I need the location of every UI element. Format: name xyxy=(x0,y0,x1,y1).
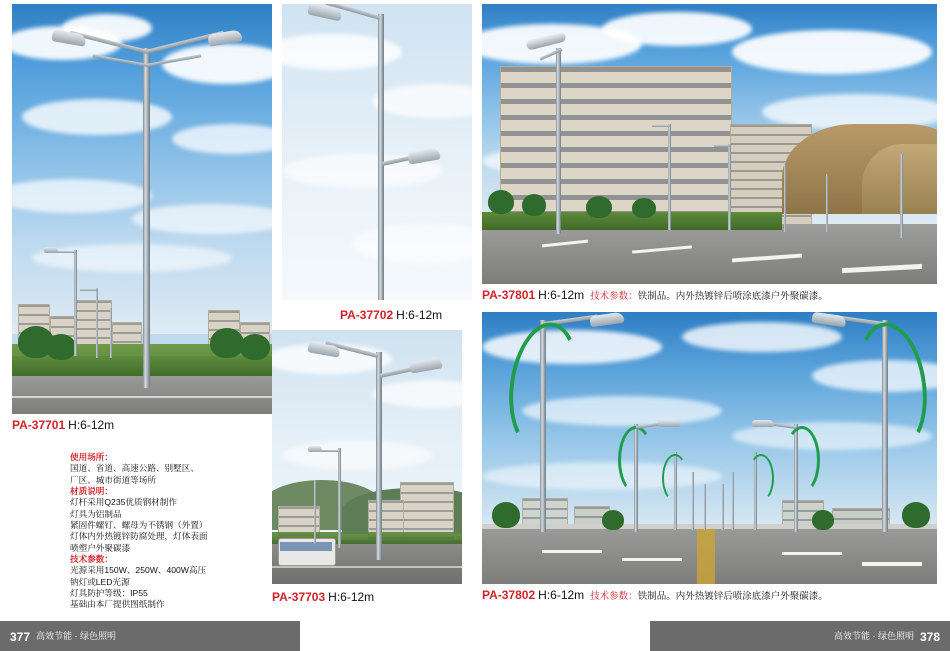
product-code: PA-37703 xyxy=(272,590,326,604)
product-size: H:6-12m xyxy=(328,590,375,604)
product-photo-pa-37802 xyxy=(482,312,937,584)
spec-material-line-0: 灯杆采用Q235优质钢材制作 xyxy=(70,497,177,508)
spec-usage-line-1: 厂区、城市街道等场所 xyxy=(70,474,156,485)
spec-tech-line-0: 光源采用150W、250W、400W高压 xyxy=(70,565,207,576)
product-photo-pa-37702 xyxy=(282,4,472,300)
lamp-pole xyxy=(143,48,150,388)
spec-tech-title: 技术参数： xyxy=(70,554,113,565)
product-code: PA-37801 xyxy=(482,288,536,302)
tech-text: 铁制品。内外热镀锌后喷涂底漆户外聚碳漆。 xyxy=(637,591,828,602)
tech-text: 铁制品。内外热镀锌后喷涂底漆户外聚碳漆。 xyxy=(637,291,828,302)
product-photo-pa-37801 xyxy=(482,4,937,284)
spec-material-line-4: 喷塑户外聚碳漆 xyxy=(70,542,131,553)
product-size: H:6-12m xyxy=(538,288,585,302)
caption-pa-37801 xyxy=(482,288,828,302)
spec-usage-title: 使用场所： xyxy=(70,452,113,462)
product-photo-pa-37701 xyxy=(12,4,272,414)
tech-label: 技术参数： xyxy=(590,291,638,302)
page-number-left: 377 xyxy=(10,630,31,644)
product-size: H:6-12m xyxy=(538,588,585,602)
caption-pa-37701 xyxy=(12,418,114,432)
spec-material-title: 材质说明： xyxy=(70,486,113,497)
spec-material-line-2: 紧固件螺钉、螺母为不锈钢（外置） xyxy=(70,520,208,531)
lamp-pole xyxy=(378,14,384,300)
caption-pa-37702 xyxy=(340,308,442,322)
spec-tech-line-3: 基础由本厂提供图纸制作 xyxy=(70,599,165,610)
caption-pa-37802 xyxy=(482,588,828,602)
spec-block xyxy=(70,452,280,611)
lamp-pole xyxy=(556,48,561,234)
spec-tech-line-1: 钠灯或LED光源 xyxy=(70,576,130,587)
page-number-right: 378 xyxy=(919,630,940,644)
product-code: PA-37701 xyxy=(12,418,66,432)
product-size: H:6-12m xyxy=(396,308,443,322)
spec-tech-line-2: 灯具防护等级：IP55 xyxy=(70,588,148,599)
lamp-pole xyxy=(376,352,382,560)
spec-material-line-1: 灯具为铝制品 xyxy=(70,508,122,519)
product-code: PA-37702 xyxy=(340,308,394,322)
footer-text-right: 高效节能 · 绿色照明 xyxy=(834,631,914,641)
footer-text-left: 高效节能 · 绿色照明 xyxy=(36,631,116,641)
spec-material-line-3: 灯体内外热镀锌防腐处理，灯体表面 xyxy=(70,531,208,542)
product-photo-pa-37703 xyxy=(272,330,462,584)
spec-usage-line-0: 国道、省道、高速公路、别墅区、 xyxy=(70,463,199,474)
product-code: PA-37802 xyxy=(482,588,536,602)
caption-pa-37703 xyxy=(272,590,374,604)
product-size: H:6-12m xyxy=(68,418,115,432)
tech-label: 技术参数： xyxy=(590,591,638,602)
